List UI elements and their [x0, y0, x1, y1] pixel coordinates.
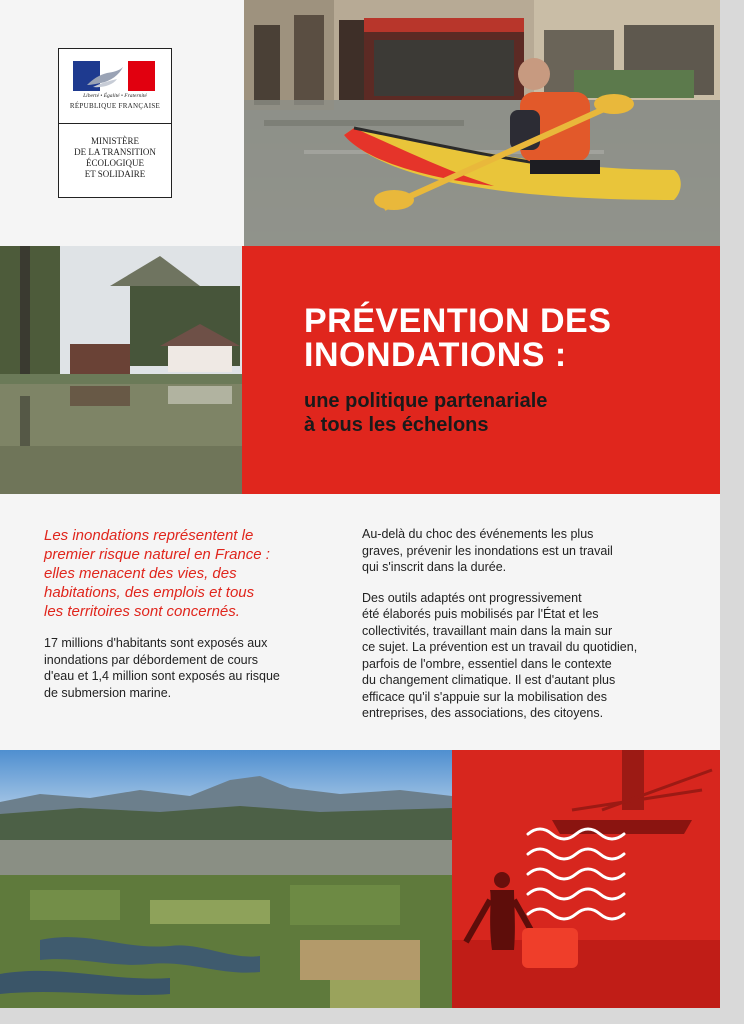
body-line: inondations par débordement de cours [44, 652, 259, 667]
lead-line: les territoires sont concernés. [44, 603, 240, 620]
body-line: entreprises, des associations, des citoyens. [362, 706, 604, 720]
marianne-flag-logo [73, 61, 155, 91]
body-line: qui s'inscrit dans la durée. [362, 560, 507, 574]
subtitle-line: à tous les échelons [304, 414, 489, 436]
title-line: INONDATIONS : [304, 336, 567, 374]
right-column [362, 526, 702, 736]
ministry-line: MINISTÈRE [91, 136, 139, 146]
ministry-line: ÉCOLOGIQUE [86, 158, 144, 168]
republic-motto: Liberté • Égalité • Fraternité [83, 93, 147, 99]
flooded-valley-aerial-photo [0, 750, 452, 1008]
ministry-name [59, 124, 171, 180]
flooded-house-photo [0, 246, 242, 494]
ministry-line: DE LA TRANSITION [74, 147, 156, 157]
body-line: Au-delà du choc des événements les plus [362, 527, 594, 541]
body-line: collectivités, travaillant main dans la main sur [362, 623, 613, 638]
title-panel [242, 246, 720, 494]
lead-line: Les inondations représentent le [44, 527, 254, 544]
left-column [44, 526, 334, 715]
body-line: de submersion marine. [44, 685, 172, 700]
flood-wading-person-photo [452, 750, 720, 1008]
page-title [304, 304, 704, 372]
flooded-street-kayak-photo [244, 0, 720, 246]
body-line: ce sujet. La prévention est un travail du quotidien, [362, 640, 638, 654]
lead-paragraph [44, 526, 334, 621]
ministry-logo [58, 48, 172, 198]
lead-line: habitations, des emplois et tous [44, 584, 255, 601]
body-line: parfois de l'ombre, essentiel dans le contexte [362, 656, 612, 671]
tools-paragraph [362, 590, 702, 722]
body-line: 17 millions d'habitants sont exposés aux [44, 636, 268, 650]
waves-icon [524, 820, 634, 930]
lead-line: elles menacent des vies, des [44, 565, 237, 582]
body-line: efficace qu'il s'appuie sur la mobilisation des [362, 689, 607, 704]
republic-name: RÉPUBLIQUE FRANÇAISE [69, 102, 161, 110]
body-line: du changement climatique. Il est d'autant plus [362, 673, 616, 687]
page-subtitle [304, 389, 704, 437]
lead-line: premier risque naturel en France : [44, 546, 270, 563]
subtitle-line: une politique partenariale [304, 390, 548, 412]
body-line: graves, prévenir les inondations est un travail [362, 543, 613, 558]
intro-paragraph [362, 526, 702, 576]
ministry-line: ET SOLIDAIRE [84, 169, 146, 179]
body-line: d'eau et 1,4 million sont exposés au risque [44, 669, 280, 683]
title-line: PRÉVENTION DES [304, 302, 612, 340]
exposure-paragraph [44, 635, 334, 701]
body-line: été élaborés puis mobilisés par l'État et les [362, 607, 599, 621]
body-line: Des outils adaptés ont progressivement [362, 590, 582, 605]
